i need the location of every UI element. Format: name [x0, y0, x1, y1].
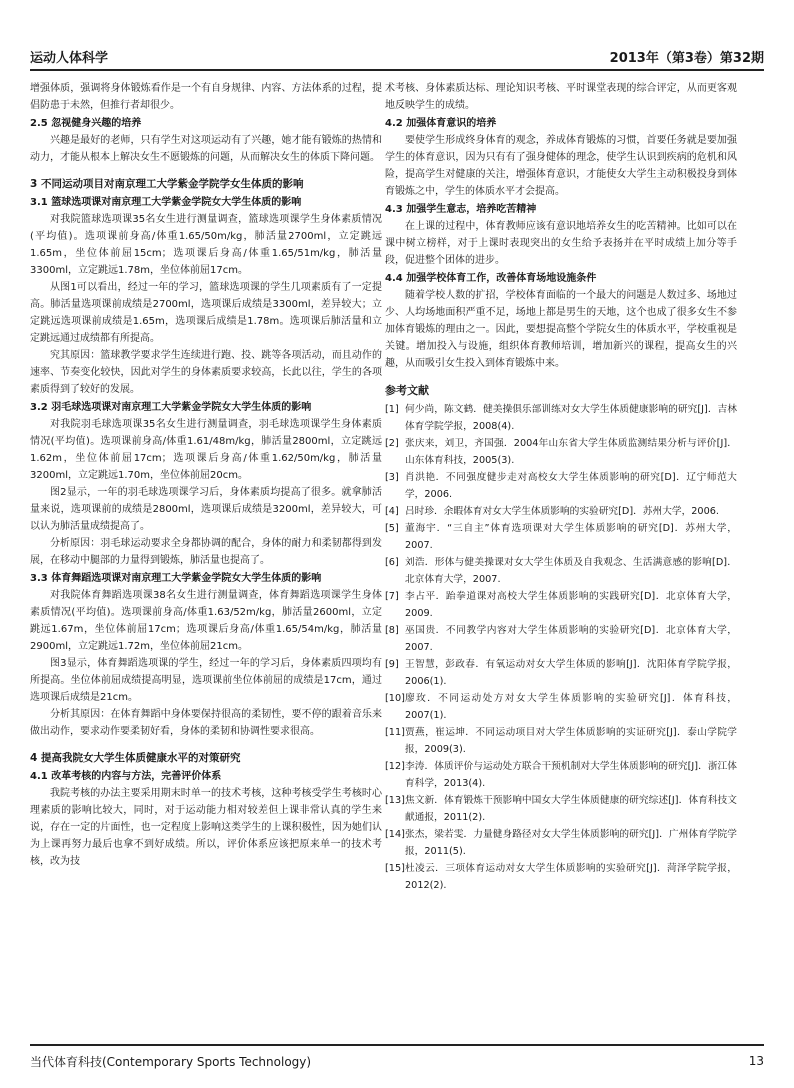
- reference-item: [385, 588, 737, 622]
- subsection-heading: 4.3 加强学生意志，培养吃苦精神: [385, 204, 537, 215]
- paragraph: 在上课的过程中，体育教师应该有意识地培养女生的吃苦精神。比如可以在课中树立榜样，对于上课时表现突出的女生给予表扬并在平时成绩上加分等手段，促进整个团体的进步。: [385, 221, 737, 266]
- section-heading: 3 不同运动项目对南京理工大学紫金学院学女生体质的影响: [30, 178, 304, 190]
- paragraph: 对我院篮球选项课35名女生进行测量调查，篮球选项课学生身体素质情况(平均值)。选项课前身高/体重1.65/50m/kg，肺活量2700ml，立定跳远1.65m，坐位体前屈15cm；选项课后身高/体重1.65/51m/kg，肺活量3300ml，立定跳远1.78m，坐位体前屈17cm。: [30, 214, 382, 276]
- reference-number: [13]: [385, 795, 405, 806]
- reference-item: [385, 758, 737, 792]
- paragraph: 兴趣是最好的老师，只有学生对这项运动有了兴趣，她才能有锻炼的热情和动力，才能从根本上解决女生不愿锻炼的问题，从而解决女生的体质下降问题。: [30, 135, 382, 163]
- reference-number: [4]: [385, 506, 399, 517]
- reference-number: [1]: [385, 404, 399, 415]
- paragraph: 从图1可以看出，经过一年的学习，篮球选项课的学生几项素质有了一定提高。肺活量选项课前成绩是2700ml，选项课后成绩是3300ml，差异较大；立定跳远选项课前成绩是1.65m，选项课后成绩是1.78m。选项课后肺活量和立定跳远通过成绩都有所提高。: [30, 282, 382, 344]
- paragraph: 术考核、身体素质达标、理论知识考核、平时课堂表现的综合评定，从而更客观地反映学生的成绩。: [385, 83, 737, 111]
- reference-item: [385, 792, 737, 826]
- reference-number: [14]: [385, 829, 405, 840]
- paragraph: 分析原因：羽毛球运动要求全身都协调的配合，身体的耐力和柔韧都得到发展，在移动中腿部的力量得到锻炼，肺活量也提高了。: [30, 538, 382, 566]
- reference-item: [385, 860, 737, 894]
- subsection-heading: 3.1 篮球选项课对南京理工大学紫金学院女大学生体质的影响: [30, 197, 302, 208]
- reference-text: 廖玫．不同运动处方对女大学生体质影响的实验研究[J]．体育科技，2007(1).: [405, 693, 737, 721]
- issue-info: 2013年（第3卷）第32期: [609, 51, 764, 66]
- left-column: [30, 80, 382, 1035]
- paragraph: 增强体质，强调将身体锻炼看作是一个有自身规律、内容、方法体系的过程，提倡防患于未然，但推行者却很少。: [30, 83, 382, 111]
- reference-item: [385, 469, 737, 503]
- reference-number: [7]: [385, 591, 399, 602]
- reference-text: 董海宇．“三自主”体育选项课对大学生体质影响的研究[D]．苏州大学，2007.: [405, 523, 737, 551]
- reference-number: [8]: [385, 625, 399, 636]
- section-heading: 2.5 忽视健身兴趣的培养: [30, 118, 142, 129]
- right-column: [385, 80, 737, 1035]
- reference-item: [385, 554, 737, 588]
- reference-text: 贾燕，崔运坤．不同运动项目对大学生体质影响的实证研究[J]．泰山学院学报，2009(3).: [405, 727, 737, 755]
- reference-item: [385, 690, 737, 724]
- paragraph: 究其原因：篮球教学要求学生连续进行跑、投、跳等各项活动，而且动作的速率、节奏变化较快，因此对学生的身体素质要求较高，长此以往，学生的各项素质得到了较好的发展。: [30, 350, 382, 395]
- paragraph: 对我院体育舞蹈选项课38名女生进行测量调查，体育舞蹈选项课学生身体素质情况(平均值)。选项课前身高/体重1.63/52m/kg，肺活量2600ml，立定跳远1.67m，坐位体前屈17cm；选项课后身高/体重1.65/54m/kg，肺活量2900ml，立定跳远1.72m，坐位体前屈21cm。: [30, 590, 382, 652]
- reference-item: [385, 656, 737, 690]
- reference-text: 李涛．体质评价与运动处方联合干预机制对大学生体质影响的研究[J]．浙江体育科学，2013(4).: [405, 761, 737, 789]
- reference-number: [9]: [385, 659, 399, 670]
- reference-number: [10]: [385, 693, 405, 704]
- subsection-heading: 3.3 体育舞蹈选项课对南京理工大学紫金学院女大学生体质的影响: [30, 573, 322, 584]
- journal-name: 当代体育科技(Contemporary Sports Technology): [30, 1054, 312, 1069]
- paragraph: 要使学生形成终身体育的观念，养成体育锻炼的习惯，首要任务就是要加强学生的体育意识，因为只有有了强身健体的理念，使学生认识到疾病的危机和风险，提高学生对健康的关注，增强体育意识，才能使女大学生主动积极投身到体育锻炼之中，学生的体质水平才会提高。: [385, 135, 737, 197]
- reference-text: 肖洪艳．不同强度健步走对高校女大学生体质影响的研究[D]．辽宁师范大学，2006.: [405, 472, 737, 500]
- reference-item: [385, 724, 737, 758]
- reference-number: [3]: [385, 472, 399, 483]
- reference-list: [385, 401, 737, 894]
- paragraph: 图2显示，一年的羽毛球选项课学习后，身体素质均提高了很多。就拿肺活量来说，选项课前的成绩是2800ml，选项课后成绩是3200ml，差异较大，可以认为肺活量成绩提高了。: [30, 487, 382, 532]
- paragraph: 分析其原因：在体育舞蹈中身体要保持很高的柔韧性，要不停的跟着音乐来做出动作，要求动作要柔韧好看，身体的柔韧和协调性要求很高。: [30, 709, 382, 737]
- reference-text: 王智慧，彭政春．有氧运动对女大学生体质的影响[J]．沈阳体育学院学报，2006(1).: [405, 659, 737, 687]
- reference-item: [385, 826, 737, 860]
- page-footer: [30, 1044, 764, 1073]
- reference-text: 杜凌云．三项体育运动对女大学生体质影响的实验研究[J]．菏泽学院学报，2012(2).: [405, 863, 737, 891]
- reference-number: [2]: [385, 438, 399, 449]
- subsection-heading: 4.1 改革考核的内容与方法，完善评价体系: [30, 771, 222, 782]
- reference-text: 焦文新．体育锻炼干预影响中国女大学生体质健康的研究综述[J]．体育科技文献通报，2011(2).: [405, 795, 737, 823]
- reference-text: 张杰，梁若雯．力量健身路径对女大学生体质影响的研究[J]．广州体育学院学报，2011(5).: [405, 829, 737, 857]
- reference-item: [385, 520, 737, 554]
- reference-number: [5]: [385, 523, 399, 534]
- subsection-heading: 3.2 羽毛球选项课对南京理工大学紫金学院女大学生体质的影响: [30, 402, 312, 413]
- reference-text: 李占平．跆拳道课对高校大学生体质影响的实践研究[D]．北京体育大学，2009.: [405, 591, 737, 619]
- reference-number: [15]: [385, 863, 405, 874]
- reference-item: [385, 435, 737, 469]
- references-title: 参考文献: [385, 384, 429, 397]
- journal-section: 运动人体科学: [30, 51, 109, 66]
- reference-number: [6]: [385, 557, 399, 568]
- reference-number: [11]: [385, 727, 405, 738]
- paragraph: 对我院羽毛球选项课35名女生进行测量调查，羽毛球选项课学生身体素质情况(平均值)。选项课前身高/体重1.61/48m/kg，肺活量2800ml，立定跳远1.62m，坐位体前屈17cm；选项课后身高/体重1.62/50m/kg，肺活量3200ml，立定跳远1.70m，坐位体前屈20cm。: [30, 419, 382, 481]
- reference-item: [385, 503, 737, 520]
- reference-item: [385, 622, 737, 656]
- reference-text: 何少尚，陈文鹤．健美操俱乐部训练对女大学生体质健康影响的研究[J]．吉林体育学院学报，2008(4).: [405, 404, 737, 432]
- reference-item: [385, 401, 737, 435]
- paragraph: 随着学校人数的扩招，学校体育面临的一个最大的问题是人数过多、场地过少、人均场地面积严重不足，场地上都是男生的天地，这个也成了很多女生不参加体育锻炼的理由之一。因此，要想提高整个学院女生的体质水平，学校重视是关键。增加投入与设施，组织体育教师培训，增加新兴的课程，提高女生的兴趣，从而吸引女生投入到体育锻炼中来。: [385, 290, 737, 369]
- subsection-heading: 4.2 加强体育意识的培养: [385, 118, 497, 129]
- section-heading: 4 提高我院女大学生体质健康水平的对策研究: [30, 752, 241, 764]
- reference-text: 巫国贵．不同教学内容对大学生体质影响的实验研究[D]．北京体育大学，2007.: [405, 625, 737, 653]
- reference-text: 张庆来，刘卫，齐国强．2004年山东省大学生体质监测结果分析与评价[J]．山东体育科技，2005(3).: [405, 438, 737, 466]
- paragraph: 图3显示，体育舞蹈选项课的学生，经过一年的学习后，身体素质四项均有所提高。坐位体前屈成绩提高明显，选项课前坐位体前屈的成绩是17cm，通过选项课后成绩是21cm。: [30, 658, 382, 703]
- reference-number: [12]: [385, 761, 405, 772]
- paragraph: 我院考核的办法主要采用期末时单一的技术考核，这种考核受学生考核时心理素质的影响比较大，同时，对于运动能力相对较差但上课非常认真的学生来说，存在一定的片面性，也一定程度上影响这类学生的上课积极性，因为她们认为上课再努力最后也拿不到好成绩。所以，评价体系应该把原来单一的技术考核，改为技: [30, 788, 382, 867]
- page-header: [30, 40, 764, 71]
- subsection-heading: 4.4 加强学校体育工作，改善体育场地设施条件: [385, 273, 597, 284]
- reference-text: 刘浩．形体与健美操课对女大学生体质及自我观念、生活满意感的影响[D]．北京体育大学，2007.: [405, 557, 737, 585]
- reference-text: 吕时珍．余暇体育对女大学生体质影响的实验研究[D]．苏州大学，2006.: [405, 506, 719, 517]
- page-number: 13: [748, 1054, 764, 1068]
